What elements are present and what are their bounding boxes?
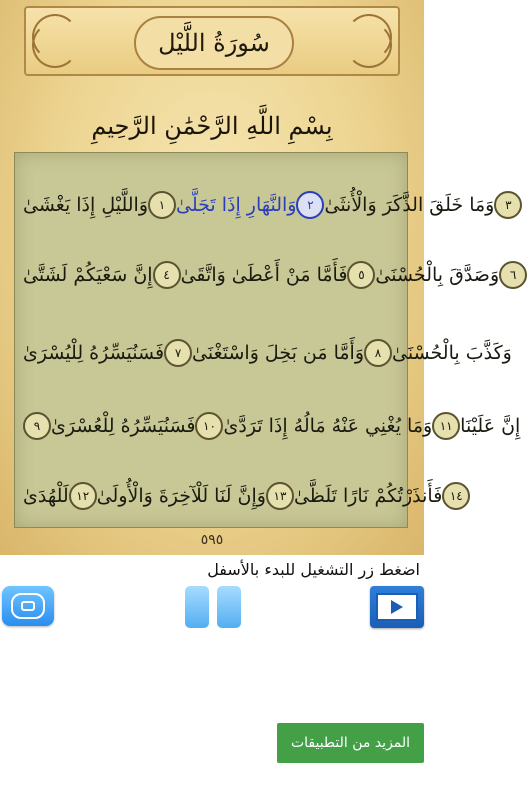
ayah-text[interactable]: وَمَا يُغْنِي عَنْهُ مَالُهُ إِذَا تَرَدَّىٰ [223, 415, 433, 437]
ayah-text[interactable]: فَسَنُيَسِّرُهُ لِلْعُسْرَىٰ [51, 415, 196, 437]
ornament-corner-icon [32, 22, 78, 68]
ayah-text[interactable]: فَأَنذَرْتُكُمْ نَارًا تَلَظَّىٰ [293, 485, 443, 507]
ayah-text[interactable]: فَأَمَّا مَنْ أَعْطَىٰ وَاتَّقَىٰ [180, 264, 348, 286]
ayah-text[interactable]: وَأَمَّا مَن بَخِلَ وَاسْتَغْنَىٰ [192, 342, 365, 364]
play-icon [376, 593, 418, 621]
ayah-text[interactable]: لَلْهُدَىٰ [23, 485, 69, 507]
pause-icon [185, 586, 209, 628]
ayah-number-marker[interactable]: ١٤ [442, 482, 470, 510]
ayah-text-highlighted[interactable]: وَالنَّهَارِ إِذَا تَجَلَّىٰ [176, 194, 297, 216]
ayah-number-marker[interactable]: ٥ [347, 261, 375, 289]
ayah-number-marker[interactable]: ٣ [494, 191, 522, 219]
ayah-number-marker[interactable]: ١ [148, 191, 176, 219]
ayah-text[interactable]: وَإِنَّ لَنَا لَلْآخِرَةَ وَالْأُولَىٰ [96, 485, 266, 507]
verses-box [14, 152, 521, 528]
ayah-text[interactable]: وَمَا خَلَقَ الذَّكَرَ وَالْأُنثَىٰ [324, 194, 495, 216]
ayah-text[interactable]: وَاللَّيْلِ إِذَا يَغْشَىٰ [23, 194, 148, 216]
verse-line[interactable] [23, 323, 512, 383]
settings-button[interactable] [2, 586, 54, 626]
title-cartouche [134, 16, 294, 70]
ayah-number-marker[interactable]: ٨ [364, 339, 392, 367]
ayah-number-marker[interactable]: ١٠ [195, 412, 223, 440]
ayah-number-marker[interactable]: ١٢ [69, 482, 97, 510]
more-apps-button[interactable]: المزيد من التطبيقات [277, 723, 424, 763]
pause-icon [217, 586, 241, 628]
ayah-number-marker[interactable]: ٤ [153, 261, 181, 289]
ayah-number-marker[interactable]: ٦ [499, 261, 527, 289]
play-instruction: اضغط زر التشغيل للبدء بالأسفل [207, 560, 420, 579]
ayah-text[interactable]: وَصَدَّقَ بِالْحُسْنَىٰ [375, 264, 500, 286]
ayah-text[interactable]: إِنَّ سَعْيَكُمْ لَشَتَّىٰ [23, 264, 153, 286]
ayah-number-marker[interactable]: ١١ [432, 412, 460, 440]
surah-title-frame [24, 6, 400, 76]
ayah-text[interactable]: وَكَذَّبَ بِالْحُسْنَىٰ [392, 342, 512, 364]
basmala: بِسْمِ اللَّهِ الرَّحْمَٰنِ الرَّحِيمِ [91, 112, 333, 140]
verse-line[interactable] [23, 466, 463, 526]
settings-icon [11, 593, 45, 619]
ornament-corner-icon [346, 22, 392, 68]
verse-line[interactable] [23, 396, 521, 456]
ayah-text[interactable]: فَسَنُيَسِّرُهُ لِلْيُسْرَىٰ [23, 342, 165, 364]
ayah-number-marker[interactable]: ١٣ [266, 482, 294, 510]
pause-button[interactable] [184, 586, 242, 628]
surah-title: سُورَةُ اللَّيْل [158, 29, 270, 57]
ayah-text[interactable]: إِنَّ عَلَيْنَا [460, 415, 521, 437]
page-number: ٥٩٥ [200, 532, 224, 548]
ayah-number-marker[interactable]: ٢ [296, 191, 324, 219]
verse-line[interactable] [23, 175, 512, 235]
play-button[interactable] [370, 586, 424, 628]
ayah-number-marker[interactable]: ٩ [23, 412, 51, 440]
ayah-number-marker[interactable]: ٧ [164, 339, 192, 367]
verse-line[interactable] [23, 245, 517, 305]
